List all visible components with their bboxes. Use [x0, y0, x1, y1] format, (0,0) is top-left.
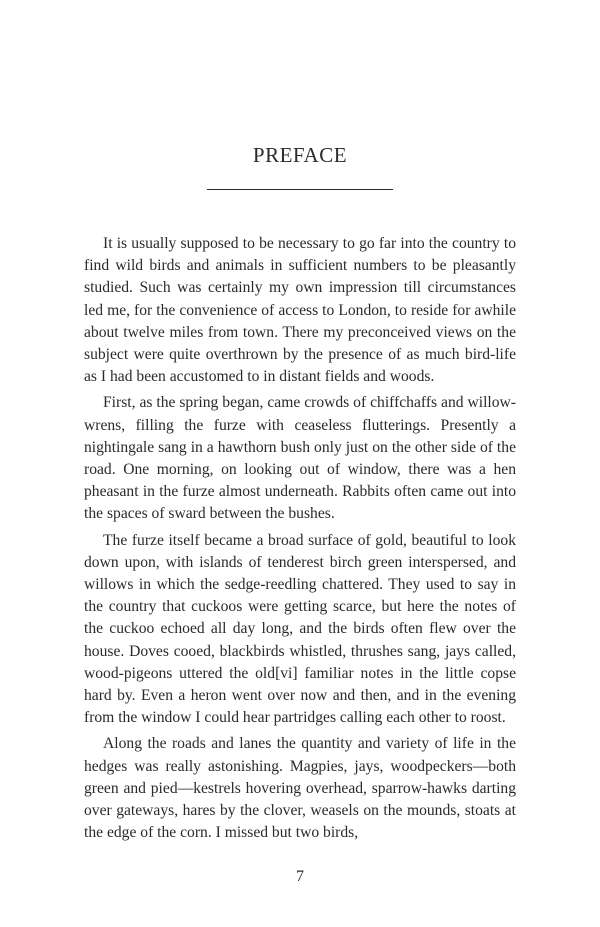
preface-body [84, 233, 516, 848]
page-number: 7 [296, 868, 304, 885]
paragraph-4: Along the roads and lanes the quantity and variety of life in the hedges was really astonishing. Magpies, jays, woodpeckers—both green and pied—kestrels hovering overhead, sparrow-hawks darting over gateways, hares by the clover, weasels on the mounds, stoats at the edge of the corn. I missed but two birds, [84, 735, 516, 842]
page-title: PREFACE [252, 143, 348, 167]
paragraph-3: The furze itself became a broad surface of gold, beautiful to look down upon, with islands of tenderest birch green interspersed, and willows in which the sedge-reedling chattered. They used to say in the country that cuckoos were getting scarce, but here the notes of the cuckoo echoed all day long, and the birds often flew over the house. Doves cooed, blackbirds whistled, thrushes sang, jays called, wood-pigeons uttered the old[vi] familiar notes in the little copse hard by. Even a heron went over now and then, and in the evening from the window I could hear partridges calling each other to roost. [84, 531, 516, 727]
paragraph-2: First, as the spring began, came crowds of chiffchaffs and willow-wrens, filling the furze with ceaseless flutterings. Presently a nightingale sang in a hawthorn bush only just on the other side of the road. One morning, on looking out of window, there was a hen pheasant in the furze almost underneath. Rabbits often came out into the spaces of sward between the bushes. [84, 394, 516, 523]
title-underline-rule [207, 189, 393, 190]
paragraph-1: It is usually supposed to be necessary to go far into the country to find wild birds and animals in sufficient numbers to be pleasantly studied. Such was certainly my own impression till circumstances led me, for the convenience of access to London, to reside for awhile about twelve miles from town. There my preconceived views on the subject were quite overthrown by the presence of as much bird-life as I had been accustomed to in distant fields and woods. [84, 235, 516, 386]
